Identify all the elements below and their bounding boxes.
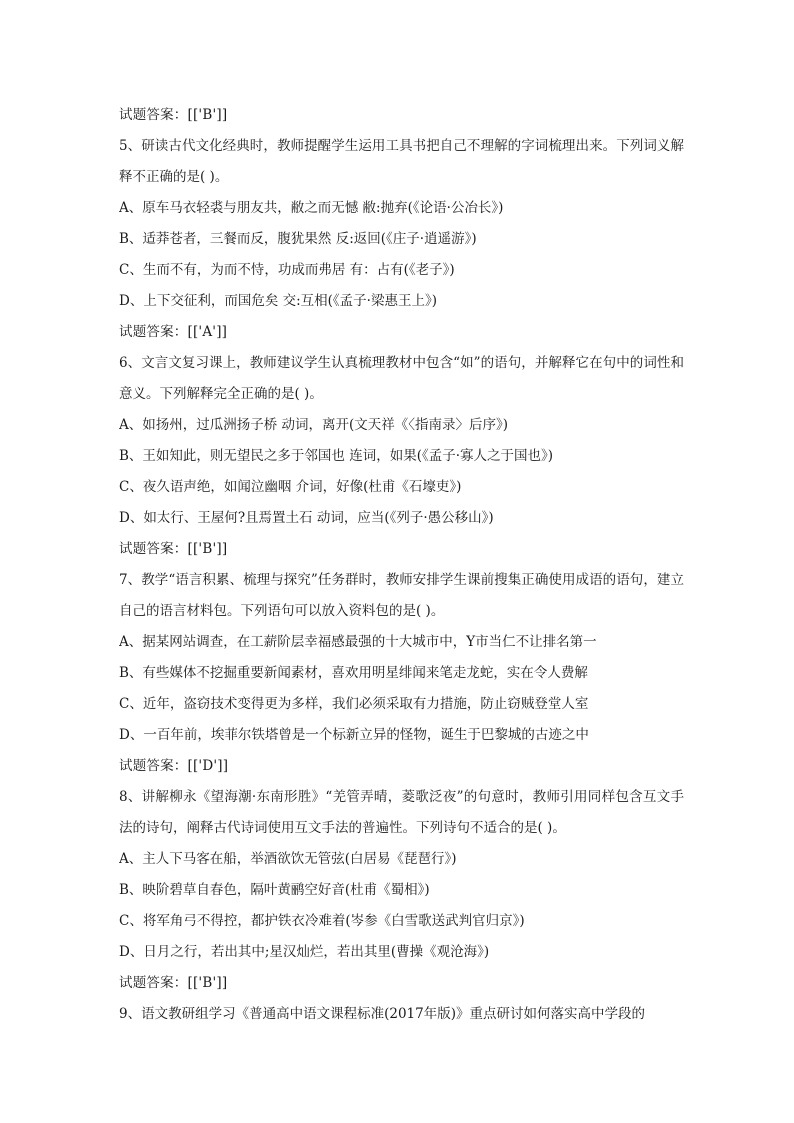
option-line: B、映阶碧草自春色，隔叶黄鹂空好音(杜甫《蜀相》) xyxy=(119,882,430,898)
option-line: B、王如知此，则无望民之多于邻国也 连词，如果(《孟子·寡人之于国也》) xyxy=(119,448,554,464)
option-line: C、生而不有，为而不恃，功成而弗居 有：占有(《老子》) xyxy=(119,262,455,278)
option-line: A、原车马衣轻裘与朋友共，敝之而无憾 敝:抛弃(《论语·公冶长》) xyxy=(119,200,504,216)
option-line: C、近年，盗窃技术变得更为多样，我们必须采取有力措施，防止窃贼登堂人室 xyxy=(119,696,589,712)
document-page xyxy=(119,100,684,1030)
option-line: D、一百年前，埃菲尔铁塔曾是一个标新立异的怪物，诞生于巴黎城的古迹之中 xyxy=(119,727,589,743)
answer-line: 试题答案：[['D']] xyxy=(119,758,229,774)
option-line: A、据某网站调查，在工薪阶层幸福感最强的十大城市中，Y市当仁不让排名第一 xyxy=(119,634,597,650)
option-line: A、如扬州，过瓜洲扬子桥 动词，离开(文天祥《〈指南录〉后序》) xyxy=(119,417,509,433)
answer-line: 试题答案：[['A']] xyxy=(119,324,228,340)
question-stem: 9、语文教研组学习《普通高中语文课程标准(2017年版)》重点研讨如何落实高中学段的 xyxy=(119,1006,645,1022)
question-stem: 5、研读古代文化经典时，教师提醒学生运用工具书把自己不理解的字词梳理出来。下列词义解释不正确的是( )。 xyxy=(119,138,684,185)
option-line: A、主人下马客在船，举酒欲饮无管弦(白居易《琵琶行》) xyxy=(119,851,457,867)
option-line: B、适莽苍者，三餐而反，腹犹果然 反:返回(《庄子·逍遥游》) xyxy=(119,231,477,247)
question-stem: 7、教学“语言积累、梳理与探究”任务群时，教师安排学生课前搜集正确使用成语的语句，建立自己的语言材料包。下列语句可以放入资料包的是( )。 xyxy=(119,572,684,619)
question-stem: 8、讲解柳永《望海潮·东南形胜》“羌管弄晴，菱歌泛夜”的句意时，教师引用同样包含互文手法的诗句，阐释古代诗词使用互文手法的普遍性。下列诗句不适合的是( )。 xyxy=(119,789,684,836)
answer-line: 试题答案：[['B']] xyxy=(119,541,228,557)
option-line: D、如太行、王屋何?且焉置土石 动词，应当(《列子·愚公移山》) xyxy=(119,510,494,526)
option-line: B、有些媒体不挖掘重要新闻素材，喜欢用明星绯闻来笔走龙蛇，实在令人费解 xyxy=(119,665,588,681)
answer-line: 试题答案：[['B']] xyxy=(119,107,228,123)
option-line: D、日月之行，若出其中;星汉灿烂，若出其里(曹操《观沧海》) xyxy=(119,944,490,960)
option-line: C、夜久语声绝，如闻泣幽咽 介词，好像(杜甫《石壕吏》) xyxy=(119,479,462,495)
option-line: C、将军角弓不得控，都护铁衣冷难着(岑参《白雪歌送武判官归京》) xyxy=(119,913,525,929)
question-stem: 6、文言文复习课上，教师建议学生认真梳理教材中包含“如”的语句，并解释它在句中的词性和意义。下列解释完全正确的是( )。 xyxy=(119,355,684,402)
answer-line: 试题答案：[['B']] xyxy=(119,975,228,991)
option-line: D、上下交征利，而国危矣 交:互相(《孟子·梁惠王上》) xyxy=(119,293,437,309)
